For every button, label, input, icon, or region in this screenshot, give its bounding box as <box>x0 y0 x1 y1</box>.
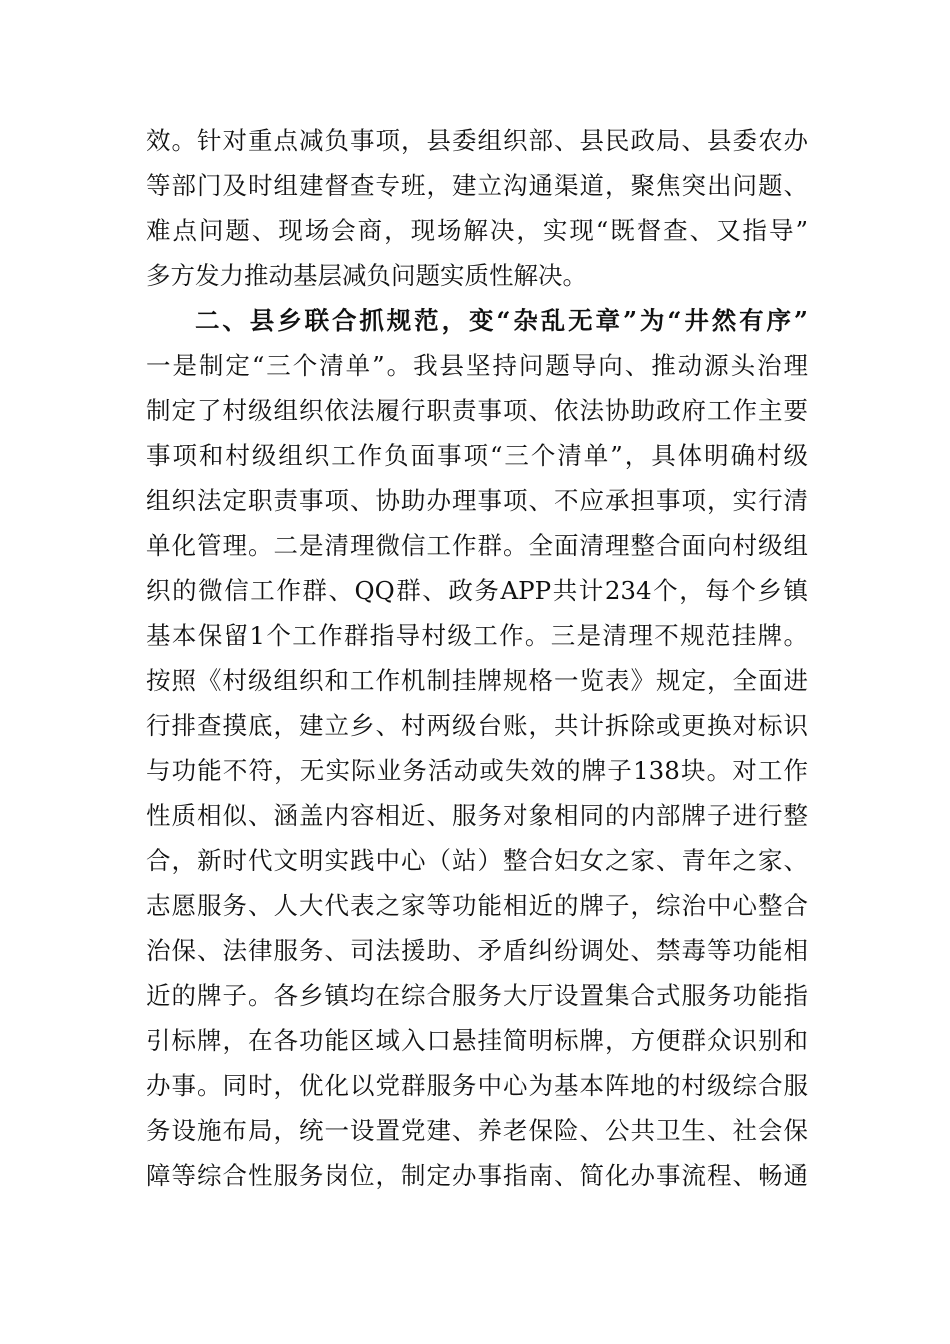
text-line: 务设施布局，统一设置党建、养老保险、公共卫生、社会保 <box>146 1116 808 1145</box>
paragraph-1 <box>146 118 808 298</box>
text-line: 治保、法律服务、司法援助、矛盾纠纷调处、禁毒等功能相 <box>146 936 808 965</box>
text-line: 障等综合性服务岗位，制定办事指南、简化办事流程、畅通 <box>146 1161 808 1190</box>
text-line: 一是制定“三个清单”。我县坚持问题导向、推动源头治理 <box>146 351 808 380</box>
text-line: 组织法定职责事项、协助办理事项、不应承担事项，实行清 <box>146 486 808 515</box>
text-line: 行排查摸底，建立乡、村两级台账，共计拆除或更换对标识 <box>146 711 808 740</box>
text-line: 引标牌，在各功能区域入口悬挂简明标牌，方便群众识别和 <box>146 1026 808 1055</box>
paragraph-2 <box>146 343 808 1198</box>
text-line: 合，新时代文明实践中心（站）整合妇女之家、青年之家、 <box>146 846 808 875</box>
text-line: 与功能不符，无实际业务活动或失效的牌子138块。对工作 <box>146 756 808 785</box>
text-line: 志愿服务、人大代表之家等功能相近的牌子，综治中心整合 <box>146 891 808 920</box>
text-line: 办事。同时，优化以党群服务中心为基本阵地的村级综合服 <box>146 1071 808 1100</box>
section-heading-text: 二、县乡联合抓规范，变“杂乱无章”为“井然有序” <box>195 306 808 335</box>
text-line: 近的牌子。各乡镇均在综合服务大厅设置集合式服务功能指 <box>146 981 808 1010</box>
text-line: 难点问题、现场会商，现场解决，实现“既督查、又指导” <box>146 216 808 245</box>
text-line: 单化管理。二是清理微信工作群。全面清理整合面向村级组 <box>146 531 808 560</box>
section-heading <box>146 298 808 343</box>
text-line: 按照《村级组织和工作机制挂牌规格一览表》规定，全面进 <box>146 666 808 695</box>
text-line: 事项和村级组织工作负面事项“三个清单”，具体明确村级 <box>146 441 808 470</box>
text-line: 织的微信工作群、QQ群、政务APP共计234个，每个乡镇 <box>146 576 808 605</box>
text-line: 等部门及时组建督查专班，建立沟通渠道，聚焦突出问题、 <box>146 171 808 200</box>
text-line: 多方发力推动基层减负问题实质性解决。 <box>146 261 587 290</box>
text-line: 基本保留1个工作群指导村级工作。三是清理不规范挂牌。 <box>146 621 808 650</box>
text-line: 制定了村级组织依法履行职责事项、依法协助政府工作主要 <box>146 396 808 425</box>
text-line: 性质相似、涵盖内容相近、服务对象相同的内部牌子进行整 <box>146 801 808 830</box>
text-line: 效。针对重点减负事项，县委组织部、县民政局、县委农办 <box>146 126 808 155</box>
